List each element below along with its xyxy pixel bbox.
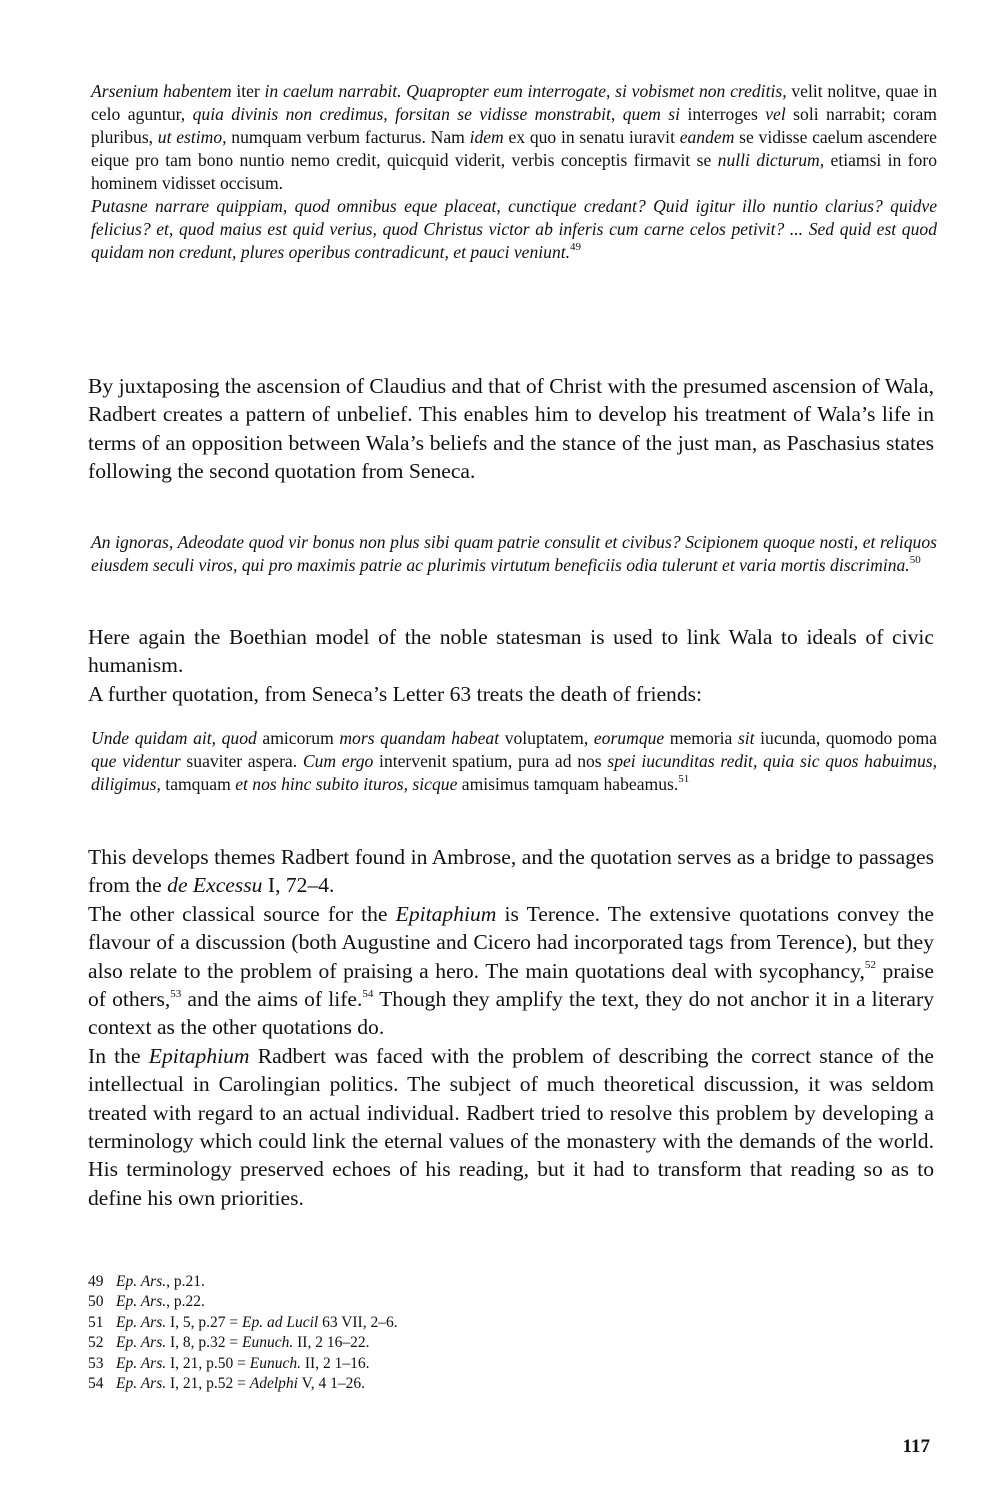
footnote	[88, 1313, 688, 1333]
footnote	[88, 1354, 688, 1374]
body-paragraph: Here again the Boethian model of the noble statesman is used to link Wala to ideals of civic humanism. A further quotation, from Seneca’s Letter 63 treats the death of friends:	[88, 625, 934, 706]
footnote	[88, 1272, 688, 1292]
footnote-text: Ep. Ars., p.21.	[116, 1273, 205, 1290]
block-quote: An ignoras, Adeodate quod vir bonus non plus sibi quam patrie consulit et civibus? Scipionem quoque nosti, et reliquos eiusdem seculi viros, qui pro maximis patrie ac plurimis virtutum beneficiis odia tulerunt et varia mortis discrimina.$^{50}$	[91, 532, 937, 575]
footnote	[88, 1374, 688, 1394]
footnote-number: 52	[88, 1334, 104, 1352]
footnote-number: 51	[88, 1313, 104, 1331]
body-paragraph: By juxtaposing the ascension of Claudius and that of Christ with the presumed ascension of Wala, Radbert creates a pattern of unbelief. This enables him to develop his treatment of Wala’s life in terms of an opposition between Wala’s beliefs and the stance of the just man, as Paschasius states following the second quotation from Seneca.	[88, 374, 934, 484]
footnote-text: Ep. Ars. I, 21, p.52 = Adelphi V, 4 1–26.	[116, 1375, 366, 1393]
page-number: 117	[902, 1436, 930, 1457]
footnote-text: Ep. Ars. I, 8, p.32 = Eunuch. II, 2 16–22.	[116, 1334, 370, 1352]
footnote-number: 54	[88, 1375, 104, 1393]
footnote-number: 50	[88, 1293, 104, 1311]
footnote-text: Ep. Ars., p.22.	[116, 1293, 205, 1311]
footnote-text: Ep. Ars. I, 5, p.27 = Ep. ad Lucil 63 VII, 2–6.	[116, 1313, 398, 1331]
block-quote: Unde quidam ait, quod amicorum mors quandam habeat voluptatem, eorumque memoria sit iucunda, quomodo poma que videntur suaviter aspera. Cum ergo intervenit spatium, pura ad nos spei iucunditas redit, quia sic quos habuimus, diligimus, tamquam et nos hinc subito ituros, sicque amisimus tamquam habeamus.$^{51}$	[91, 728, 937, 794]
footnote	[88, 1333, 688, 1353]
block-quote: Arsenium habentem iter in caelum narrabit. Quapropter eum interrogate, si vobismet non creditis, velit nolitve, quae in celo aguntur, quia divinis non credimus, forsitan se vidisse monstrabit, quem si interroges vel soli narrabit; coram pluribus, ut estimo, numquam verbum facturus. Nam idem ex quo in senatu iuravit eandem se vidisse caelum ascendere eique pro tam bono nuntio nemo credit, quicquid viderit, verbis conceptis firmavit se nulli dicturum, etiamsi in foro hominem vidisset occisum. Putasne narrare quippiam, quod omnibus eque placeat, cunctique credant? Quid igitur illo nuntio clarius? quidve felicius? et, quod maius est quid verius, quod Christus victor ab inferis cum carne celos petivit? ... Sed quid est quod quidam non credunt, plures operibus contradicunt, et pauci veniunt.$^{49}$	[91, 81, 937, 262]
footnote-number: 53	[88, 1354, 104, 1372]
footnote-number: 49	[88, 1273, 104, 1290]
body-paragraph: This develops themes Radbert found in Ambrose, and the quotation serves as a bridge to passages from the de Excessu I, 72–4. The other classical source for the Epitaphium is Terence. The extensive quotations convey the flavour of a discussion (both Augustine and Cicero had incorporated tags from Terence), but they also relate to the problem of praising a hero. The main quotations deal with sycophancy,$^{52}$ praise of others,$^{53}$ and the aims of life.$^{54}$ Though they amplify the text, they do not anchor it in a literary context as the other quotations do. In the Epitaphium Radbert was faced with the problem of describing the correct stance of the intellectual in Carolingian politics. The subject of much theoretical discussion, it was seldom treated with regard to an actual individual. Radbert tried to resolve this problem by developing a terminology which could link the eternal values of the monastery with the demands of the world. His terminology preserved echoes of his reading, but it had to transform that reading so as to define his own priorities.	[88, 845, 935, 1210]
footnote-text: Ep. Ars. I, 21, p.50 = Eunuch. II, 2 1–16.	[116, 1354, 370, 1372]
footnote	[88, 1292, 688, 1312]
footnotes	[88, 1272, 688, 1394]
